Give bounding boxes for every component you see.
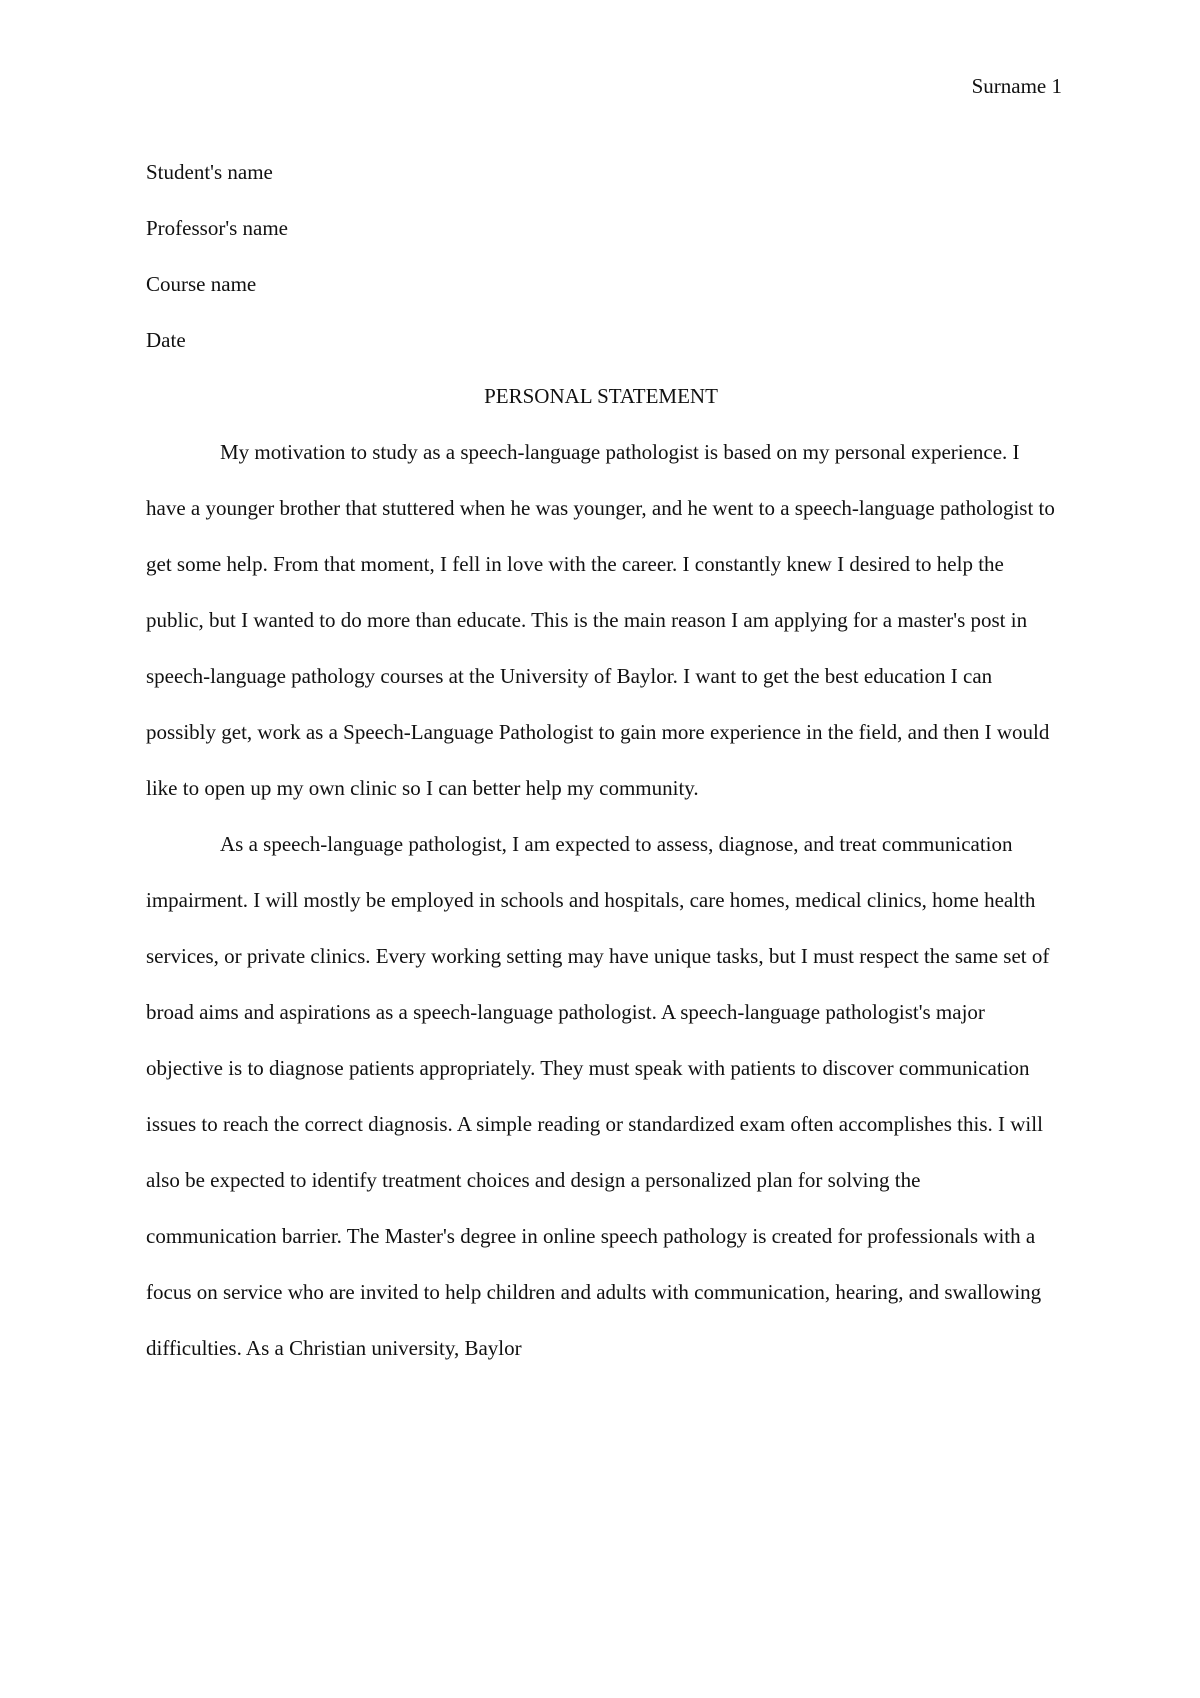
course-name: Course name: [146, 272, 257, 296]
paragraph-1: My motivation to study as a speech-language pathologist is based on my personal experience. I have a younger brother that stuttered when he was younger, and he went to a speech-language pathologist to get some help. From that moment, I fell in love with the career. I constantly knew I desired to help the public, but I wanted to do more than educate. This is the main reason I am applying for a master's post in speech-language pathology courses at the University of Baylor. I want to get the best education I can possibly get, work as a Speech-Language Pathologist to gain more experience in the field, and then I would like to open up my own clinic so I can better help my community.: [146, 440, 1055, 800]
professor-name: Professor's name: [146, 216, 289, 240]
document-body: [146, 144, 1056, 1376]
running-head: Surname 1: [971, 74, 1062, 98]
date: Date: [146, 328, 186, 352]
student-name: Student's name: [146, 160, 273, 184]
paragraph-2: As a speech-language pathologist, I am expected to assess, diagnose, and treat communication impairment. I will mostly be employed in schools and hospitals, care homes, medical clinics, home health services, or private clinics. Every working setting may have unique tasks, but I must respect the same set of broad aims and aspirations as a speech-language pathologist. A speech-language pathologist's major objective is to diagnose patients appropriately. They must speak with patients to discover communication issues to reach the correct diagnosis. A simple reading or standardized exam often accomplishes this. I will also be expected to identify treatment choices and design a personalized plan for solving the communication barrier. The Master's degree in online speech pathology is created for professionals with a focus on service who are invited to help children and adults with communication, hearing, and swallowing difficulties. As a Christian university, Baylor: [146, 832, 1050, 1360]
document-title: PERSONAL STATEMENT: [484, 384, 718, 408]
